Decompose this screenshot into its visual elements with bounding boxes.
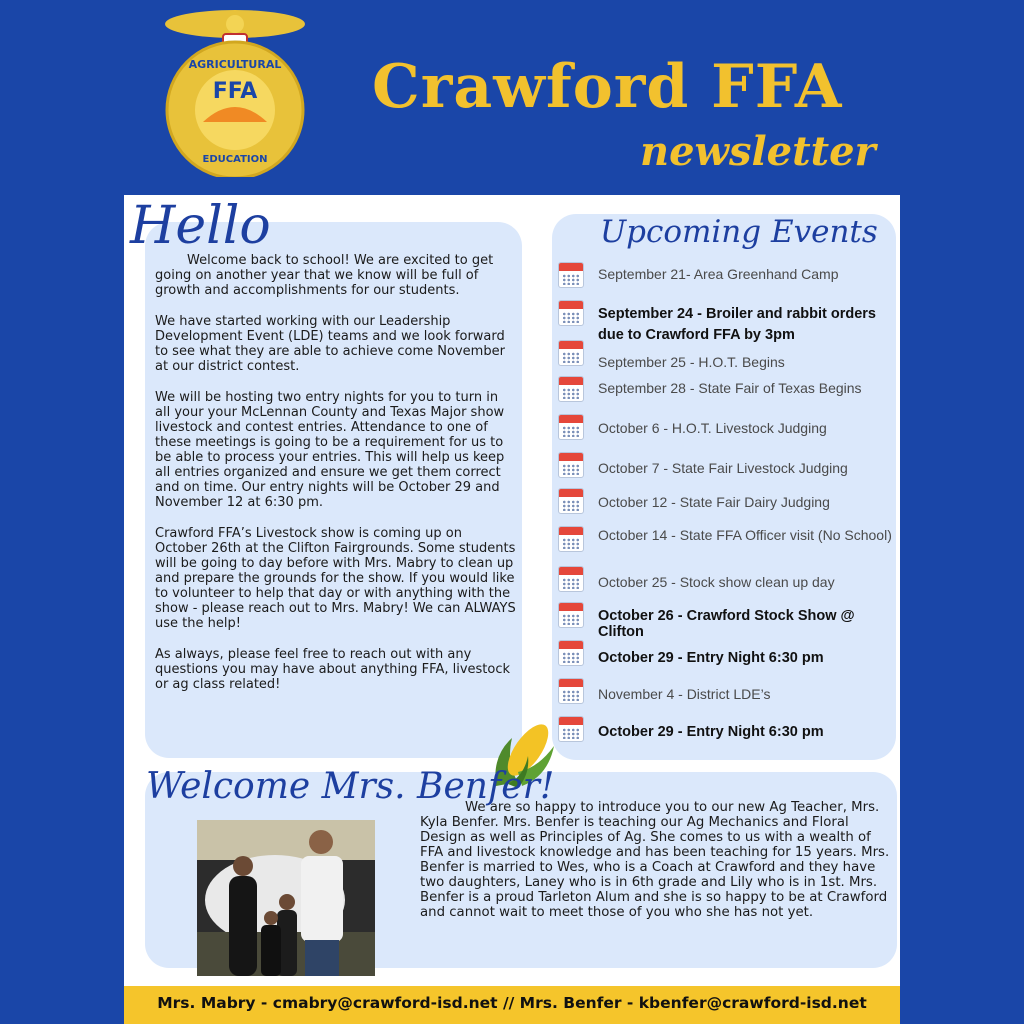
event-text: September 28 - State Fair of Texas Begins — [598, 380, 862, 396]
event-text: October 26 - Crawford Stock Show @ Clifton — [598, 608, 855, 640]
welcome-heading: Welcome Mrs. Benfer! — [146, 766, 555, 807]
hello-paragraph: We will be hosting two entry nights for you to turn in all your your McLennan County and Texas Major show livestock and contest entries. Attendance to one of these meetings is going to be a requirement for us to be able to process your entries. This will help us keep all entries organized and ensure we get them correct and on time. Our entry nights will be October 29 and November 12 at 6:30 pm. — [155, 390, 505, 510]
welcome-paragraph: We are so happy to introduce you to our new Ag Teacher, Mrs. Kyla Benfer. Mrs. Benfer is teaching our Ag Mechanics and Floral Design as well as Principles of Ag. She comes to us with a wealth of FFA and livestock knowledge and has been teaching for 15 years. Mrs. Benfer is married to Wes, who is a Coach at Crawford and they have two daughters, Laney who is in 6th grade and Lily who is in 1st. Mrs. Benfer is a proud Tarleton Alum and she is so happy to be at Crawford and cannot wait to meet those of you who she has not yet. — [420, 800, 890, 920]
hello-paragraph: Welcome back to school! We are excited to get going on another year that we know will be full of growth and accomplishments for our students. — [155, 253, 494, 298]
event-text: October 7 - State Fair Livestock Judging — [598, 460, 848, 476]
calendar-icon — [558, 678, 584, 704]
hello-paragraph: As always, please feel free to reach out with any questions you may have about anything FFA, livestock or ag class related! — [155, 647, 511, 692]
calendar-icon — [558, 716, 584, 742]
calendar-icon — [558, 526, 584, 552]
event-text: October 29 - Entry Night 6:30 pm — [598, 650, 824, 666]
event-text: October 6 - H.O.T. Livestock Judging — [598, 420, 827, 436]
event-text: October 12 - State Fair Dairy Judging — [598, 494, 830, 510]
emblem-ring-bottom: EDUCATION — [202, 154, 268, 165]
hello-heading: Hello — [130, 196, 271, 256]
hello-body — [155, 253, 517, 708]
calendar-icon — [558, 566, 584, 592]
hello-paragraph: We have started working with our Leadership Development Event (LDE) teams and we look forward to see what they are able to achieve come November at our district contest. — [155, 314, 505, 374]
welcome-body — [420, 800, 895, 920]
events-heading: Upcoming Events — [600, 214, 878, 250]
family-photo — [197, 820, 375, 976]
calendar-icon — [558, 376, 584, 402]
emblem-letters: FFA — [212, 79, 258, 104]
event-text: September 21- Area Greenhand Camp — [598, 266, 839, 282]
event-text: September 25 - H.O.T. Begins — [598, 354, 785, 370]
calendar-icon — [558, 414, 584, 440]
calendar-icon — [558, 340, 584, 366]
eagle-head — [226, 15, 244, 33]
event-text: October 14 - State FFA Officer visit (No School) — [598, 527, 892, 543]
event-text: November 4 - District LDE’s — [598, 686, 771, 702]
hello-paragraph: Crawford FFA’s Livestock show is coming up on October 26th at the Clifton Fairgrounds. Some students will be going to day before with Mrs. Mabry to clean up and prepare the grounds for the show. If you would like to volunteer to help that day or with anything with the show - please reach out to Mrs. Mabry! We can ALWAYS use the help! — [155, 526, 516, 631]
footer-contacts: Mrs. Mabry - cmabry@crawford-isd.net // Mrs. Benfer - kbenfer@crawford-isd.net — [157, 994, 867, 1012]
events-panel — [552, 214, 896, 760]
ffa-emblem-icon — [155, 2, 315, 177]
calendar-icon — [558, 262, 584, 288]
calendar-icon — [558, 640, 584, 666]
event-text: October 25 - Stock show clean up day — [598, 574, 835, 590]
emblem-ring-top: AGRICULTURAL — [188, 58, 282, 71]
calendar-icon — [558, 488, 584, 514]
newsletter-subtitle: newsletter — [640, 128, 876, 175]
calendar-icon — [558, 602, 584, 628]
calendar-icon — [558, 300, 584, 326]
newsletter-title: Crawford FFA — [372, 52, 843, 122]
event-text: October 29 - Entry Night 6:30 pm — [598, 724, 824, 740]
event-text: September 24 - Broiler and rabbit orders due to Crawford FFA by 3pm — [598, 306, 876, 343]
calendar-icon — [558, 452, 584, 478]
